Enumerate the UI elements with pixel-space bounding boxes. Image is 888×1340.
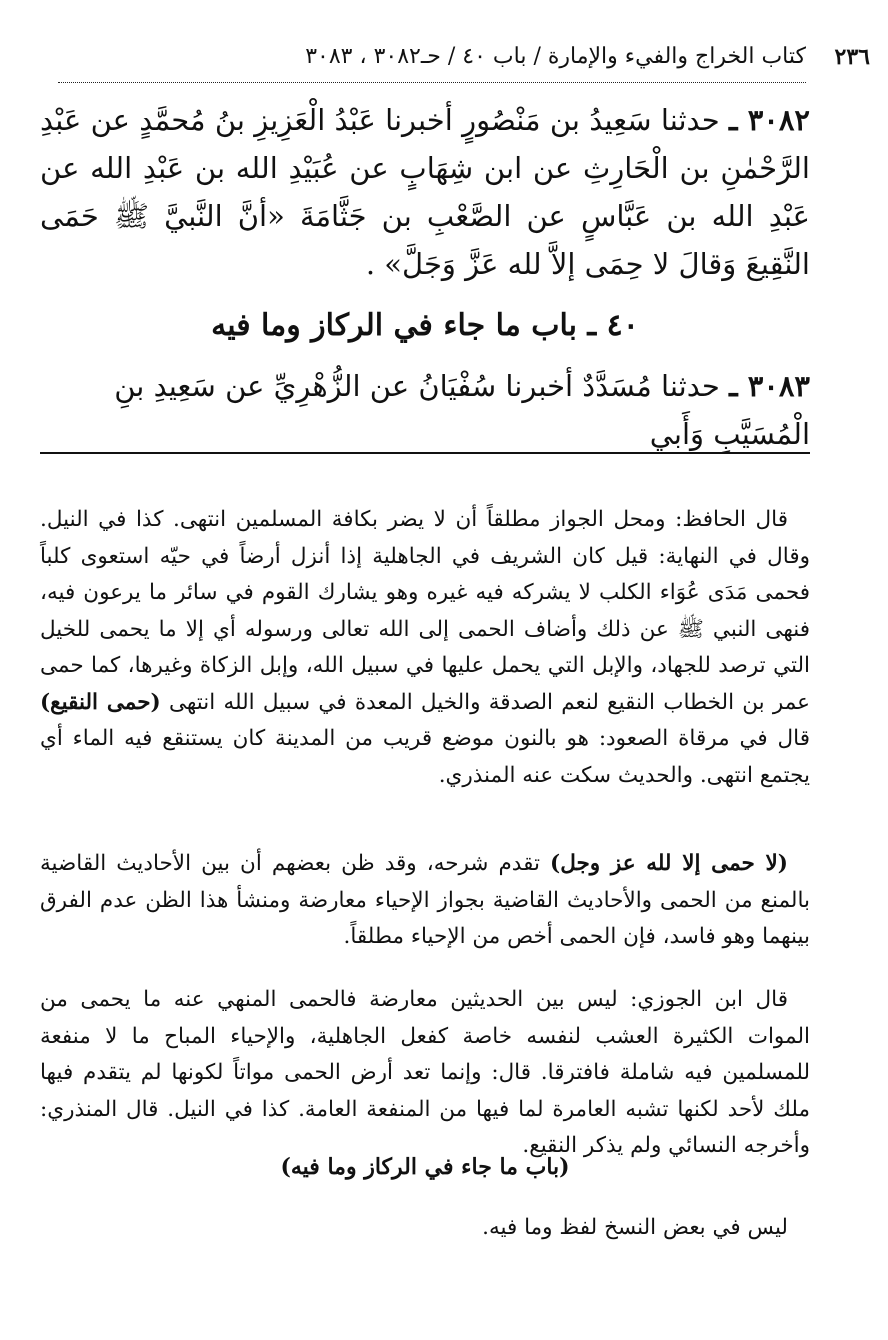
hadith-3083 bbox=[40, 362, 810, 458]
hadith-number: ٣٠٨٢ ـ bbox=[729, 103, 810, 137]
footnote-divider bbox=[40, 452, 810, 454]
bold-term: (لا حمى إلا لله عز وجل) bbox=[550, 851, 788, 876]
hadith-text: حدثنا مُسَدَّدٌ أخبرنا سُفْيَانُ عن الزُّهْرِيِّ عن سَعِيدِ بنِ الْمُسَيَّبِ وَأَبي bbox=[114, 369, 810, 451]
hadith-number: ٣٠٨٣ ـ bbox=[729, 369, 810, 403]
running-title: كتاب الخراج والفيء والإمارة / باب ٤٠ / حـ٣٠٨٢ ، ٣٠٨٣ bbox=[305, 44, 806, 69]
page-header bbox=[58, 42, 870, 83]
commentary-paragraph: (لا حمى إلا لله عز وجل) تقدم شرحه، وقد ظن بعضهم أن بين الأحاديث القاضية بالمنع من الحمى والأحاديث القاضية بجواز الإحياء معارضة ومنشأ هذا الظن عدم الفرق بينهما وهو فاسد، فإن الحمى أخص من الإحياء مطلقاً. bbox=[40, 851, 810, 949]
commentary-paragraph: ليس في بعض النسخ لفظ وما فيه. bbox=[482, 1215, 788, 1240]
hadith-3082 bbox=[40, 96, 810, 288]
commentary-chapter-title: (باب ما جاء في الركاز وما فيه) bbox=[280, 1154, 570, 1180]
commentary-paragraph: قال الحافظ: ومحل الجواز مطلقاً أن لا يضر بكافة المسلمين انتهى. كذا في النيل. وقال في النهاية: قيل كان الشريف في الجاهلية إذا أنزل أرضاً في حيّه استعوى كلباً فحمى مَدَى عُوَاء الكلب لا يشركه فيه غيره وهو يشارك القوم في سائر ما يرعون فيه، فنهى النبي ﷺ عن ذلك وأضاف الحمى إلى الله تعالى ورسوله أي إلا ما يحمى للخيل التي ترصد للجهاد، والإبل التي يحمل عليها في سبيل الله، وإبل الزكاة وغيرها، كما حمى عمر بن الخطاب النقيع لنعم الصدقة والخيل المعدة في سبيل الله انتهى (حمى النقيع) قال في مرقاة الصعود: هو بالنون موضع قريب من المدينة كان يستنقع فيه الماء أي يجتمع انتهى. والحديث سكت عنه المنذري. bbox=[40, 507, 811, 788]
commentary-paragraph: قال ابن الجوزي: ليس بين الحديثين معارضة فالحمى المنهي عنه ما يحمى من الموات الكثيرة العشب لنفسه خاصة كفعل الجاهلية، والإحياء المباح ما لا منفعة للمسلمين فيه شاملة فافترقا. قال: وإنما تعد أرض الحمى مواتاً لكونها لم يتقدم فيها ملك لأحد لكنها تشبه العامرة لما فيها من المنفعة العامة. كذا في النيل. قال المنذري: وأخرجه النسائي ولم يذكر النقيع. bbox=[40, 987, 810, 1158]
hadith-text: حدثنا سَعِيدُ بن مَنْصُورٍ أخبرنا عَبْدُ الْعَزِيزِ بنُ مُحمَّدٍ عن عَبْدِ الرَّحْمٰنِ بن الْحَارِثِ عن ابن شِهَابٍ عن عُبَيْدِ الله بن عَبْدِ الله عن عَبْدِ الله بن عَبَّاسٍ عن الصَّعْبِ بن جَثَّامَةَ «أنَّ النَّبيَّ ﷺ حَمَى النَّقِيعَ وَقالَ لا حِمَى إلاَّ لله عَزَّ وَجَلَّ» . bbox=[40, 103, 810, 281]
bold-term: (حمى النقيع) bbox=[40, 689, 161, 715]
chapter-heading: ٤٠ ـ باب ما جاء في الركاز وما فيه bbox=[211, 308, 639, 343]
page-number: ٢٣٦ bbox=[834, 44, 870, 70]
